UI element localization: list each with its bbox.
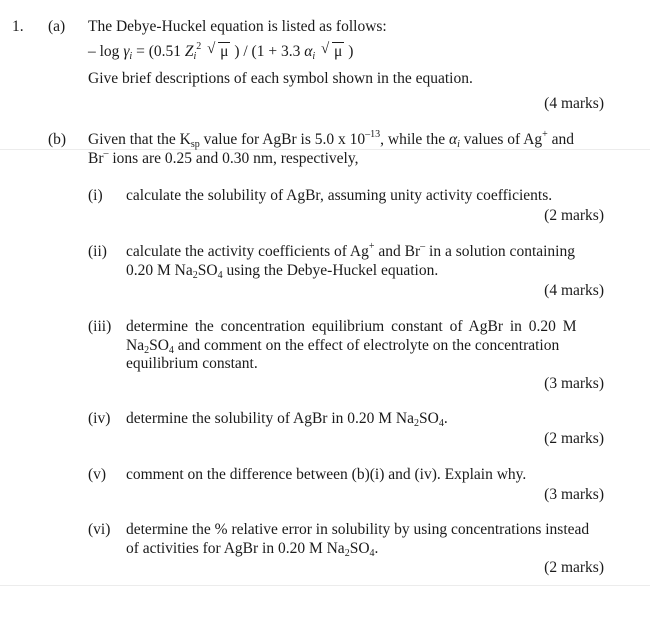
part-a-intro: The Debye-Huckel equation is listed as follows: — [88, 18, 387, 35]
subpart-iii-line2: $Na_2SO_4$ and comment on the effect of electrolyte on the concentration — [126, 337, 560, 356]
subpart-i-marks: (2 marks) — [544, 207, 604, 224]
subpart-vi-label: (vi) — [88, 521, 111, 538]
gamma-symbol: γ — [123, 43, 130, 60]
subpart-ii-marks: (4 marks) — [544, 282, 604, 299]
subpart-ii-line2: 0.20 M $Na_2SO_4$ using the Debye-Huckel equation. — [126, 262, 439, 281]
subpart-iii-label: (iii) — [88, 318, 112, 335]
part-a-label: (a) — [48, 18, 66, 35]
sqrt-ionic-strength: √ μ — [321, 41, 343, 60]
part-b-line2: Br– ions are 0.25 and 0.30 nm, respectively, — [88, 148, 359, 167]
subpart-v-label: (v) — [88, 466, 107, 483]
subpart-iv-marks: (2 marks) — [544, 430, 604, 447]
subpart-i-label: (i) — [88, 187, 103, 204]
subpart-ii-line1: calculate the activity coefficients of Ag+ and Br– in a solution containing — [126, 241, 575, 260]
subpart-iii-line3: equilibrium constant. — [126, 355, 258, 372]
subpart-iii-marks: (3 marks) — [544, 375, 604, 392]
debye-huckel-equation: – $\log \gamma_i = (0.51$ $Z_i^2$ √ μ ) / (1 + 3.3 $\alpha_i$ √ μ ) — [88, 41, 354, 62]
subpart-vi-marks: (2 marks) — [544, 559, 604, 576]
charge-symbol: Z — [184, 43, 194, 60]
scan-divider-bottom — [0, 585, 650, 586]
question-number: 1. — [12, 18, 24, 35]
subpart-v-marks: (3 marks) — [544, 486, 604, 503]
alpha-symbol: α — [304, 43, 313, 60]
part-a-instruction: Give brief descriptions of each symbol shown in the equation. — [88, 70, 473, 87]
part-a-marks: (4 marks) — [544, 95, 604, 112]
subpart-iv-label: (iv) — [88, 410, 111, 427]
subpart-vi-line2: of activities for AgBr in 0.20 M $Na_2SO_4$. — [126, 540, 379, 559]
part-b-label: (b) — [48, 131, 67, 148]
subpart-v-text: comment on the difference between (b)(i) and (iv). Explain why. — [126, 466, 527, 483]
sqrt-ionic-strength: √ μ — [207, 41, 229, 60]
subpart-i-text: calculate the solubility of AgBr, assuming unity activity coefficients. — [126, 187, 553, 204]
subpart-iii-line1: determine the concentration equilibrium constant of AgBr in 0.20 M — [126, 318, 577, 335]
part-b-line1: Given that the $K_{sp}$ value for AgBr is 5.0 x $10^{-13}$, while the $\alpha_i$ values of Ag+ and — [88, 129, 575, 150]
subpart-ii-label: (ii) — [88, 243, 107, 260]
subpart-iv-text: determine the solubility of AgBr in 0.20 M $Na_2SO_4$. — [126, 410, 448, 429]
subpart-vi-line1: determine the % relative error in solubility by using concentrations instead — [126, 521, 590, 538]
